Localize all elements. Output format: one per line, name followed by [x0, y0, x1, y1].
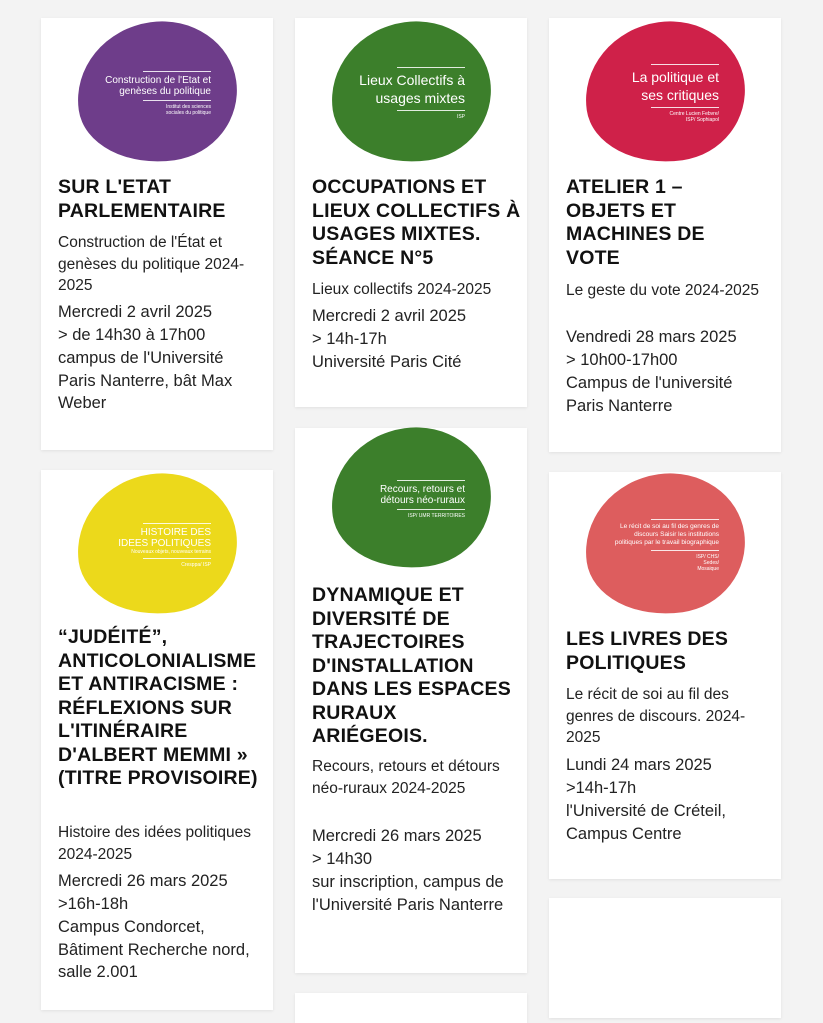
logo-org: Cresppa/ ISP [181, 562, 211, 568]
series-logo [576, 12, 754, 173]
event-time: >16h-18h [58, 895, 129, 913]
event-series: Lieux collectifs 2024-2025 [312, 281, 492, 298]
event-time: > 14h-17h [312, 330, 387, 348]
series-logo [322, 418, 500, 579]
logo-title: HISTOIRE DES IDEES POLITIQUES [118, 527, 211, 549]
logo-title: Construction de l'Etat et genèses du politique [105, 75, 211, 97]
event-series: Recours, retours et détours néo-ruraux 2024-2025 [312, 758, 500, 797]
logo-title: Lieux Collectifs à usages mixtes [359, 72, 465, 106]
logo-divider [651, 107, 719, 108]
series-logo [68, 464, 246, 625]
logo-subtitle: Nouveaux objets, nouveaux terrains [131, 549, 211, 555]
event-place: l'Université de Créteil, Campus Centre [566, 802, 726, 843]
event-time: > 14h30 [312, 850, 373, 868]
series-logo [68, 12, 246, 173]
event-time: > de 14h30 à 17h00 [58, 326, 206, 344]
event-date: Mercredi 2 avril 2025 [312, 307, 467, 325]
logo-org: ISP/ UMR TERRITOIRES [407, 513, 465, 519]
logo-divider [143, 71, 211, 72]
event-card[interactable] [41, 18, 273, 450]
event-series: Histoire des idées politiques 2024-2025 [58, 824, 251, 863]
event-title[interactable]: OCCUPATIONS ET LIEUX COLLECTIFS À USAGES MIXTES. SÉANCE N°5 [312, 176, 521, 269]
event-date: Mercredi 26 mars 2025 [312, 827, 482, 845]
series-logo [576, 464, 754, 625]
series-logo [322, 12, 500, 173]
event-place: sur inscription, campus de l'Université Paris Nanterre [312, 873, 504, 914]
event-title[interactable]: ATELIER 1 – OBJETS ET MACHINES DE VOTE [566, 176, 705, 269]
event-title[interactable]: “JUDÉITÉ”, ANTICOLONIALISME ET ANTIRACISME : RÉFLEXIONS SUR L'ITINÉRAIRE D'ALBERT MEMMI » (TITRE PROVISOIRE) [58, 626, 258, 789]
logo-divider [397, 509, 465, 510]
event-card[interactable] [549, 18, 781, 452]
event-card[interactable] [295, 428, 527, 973]
logo-divider [397, 110, 465, 111]
event-series: Le geste du vote 2024-2025 [566, 282, 760, 299]
logo-org: ISP [456, 114, 465, 120]
event-series: Le récit de soi au fil des genres de discours. 2024-2025 [566, 686, 746, 746]
logo-divider [651, 519, 719, 520]
logo-divider [143, 558, 211, 559]
event-series: Construction de l'État et genèses du politique 2024-2025 [58, 234, 245, 294]
event-date: Lundi 24 mars 2025 [566, 756, 712, 774]
event-title[interactable]: SUR L'ETAT PARLEMENTAIRE [58, 176, 226, 222]
logo-divider [651, 64, 719, 65]
logo-divider [143, 523, 211, 524]
event-date: Mercredi 2 avril 2025 [58, 303, 213, 321]
logo-title: La politique et ses critiques [631, 69, 719, 103]
logo-org: ISP/ CHS/ Sedes/ Mosaique [696, 554, 719, 572]
event-card-partial[interactable] [549, 898, 781, 1018]
logo-title: Recours, retours et détours néo-ruraux [379, 484, 465, 506]
event-place: campus de l'Université Paris Nanterre, bât Max Weber [58, 349, 233, 412]
event-title[interactable]: DYNAMIQUE ET DIVERSITÉ DE TRAJECTOIRES D'INSTALLATION DANS LES ESPACES RURAUX ARIÉGEOIS. [312, 584, 511, 747]
event-title[interactable]: LES LIVRES DES POLITIQUES [566, 628, 729, 674]
logo-divider [397, 480, 465, 481]
event-date: Vendredi 28 mars 2025 [566, 328, 737, 346]
event-card[interactable] [41, 470, 273, 1010]
logo-divider [143, 100, 211, 101]
logo-org: Institut des sciences sociales du politique [165, 104, 211, 116]
event-time: >14h-17h [566, 779, 637, 797]
event-card[interactable] [295, 18, 527, 407]
logo-title: Le récit de soi au fil des genres de discours Saisir les institutions politiques par le travail biographique [614, 523, 719, 546]
logo-divider [651, 550, 719, 551]
event-place: Campus Condorcet, Bâtiment Recherche nord, salle 2.001 [58, 918, 250, 981]
event-card-partial[interactable] [295, 993, 527, 1023]
event-place: Campus de l'université Paris Nanterre [566, 374, 733, 415]
event-card[interactable] [549, 472, 781, 879]
event-date: Mercredi 26 mars 2025 [58, 872, 228, 890]
logo-org: Centre Lucien Febvre/ ISP/ Sophiapol [669, 111, 719, 123]
logo-divider [397, 67, 465, 68]
event-place: Université Paris Cité [312, 353, 462, 371]
event-time: > 10h00-17h00 [566, 351, 678, 369]
